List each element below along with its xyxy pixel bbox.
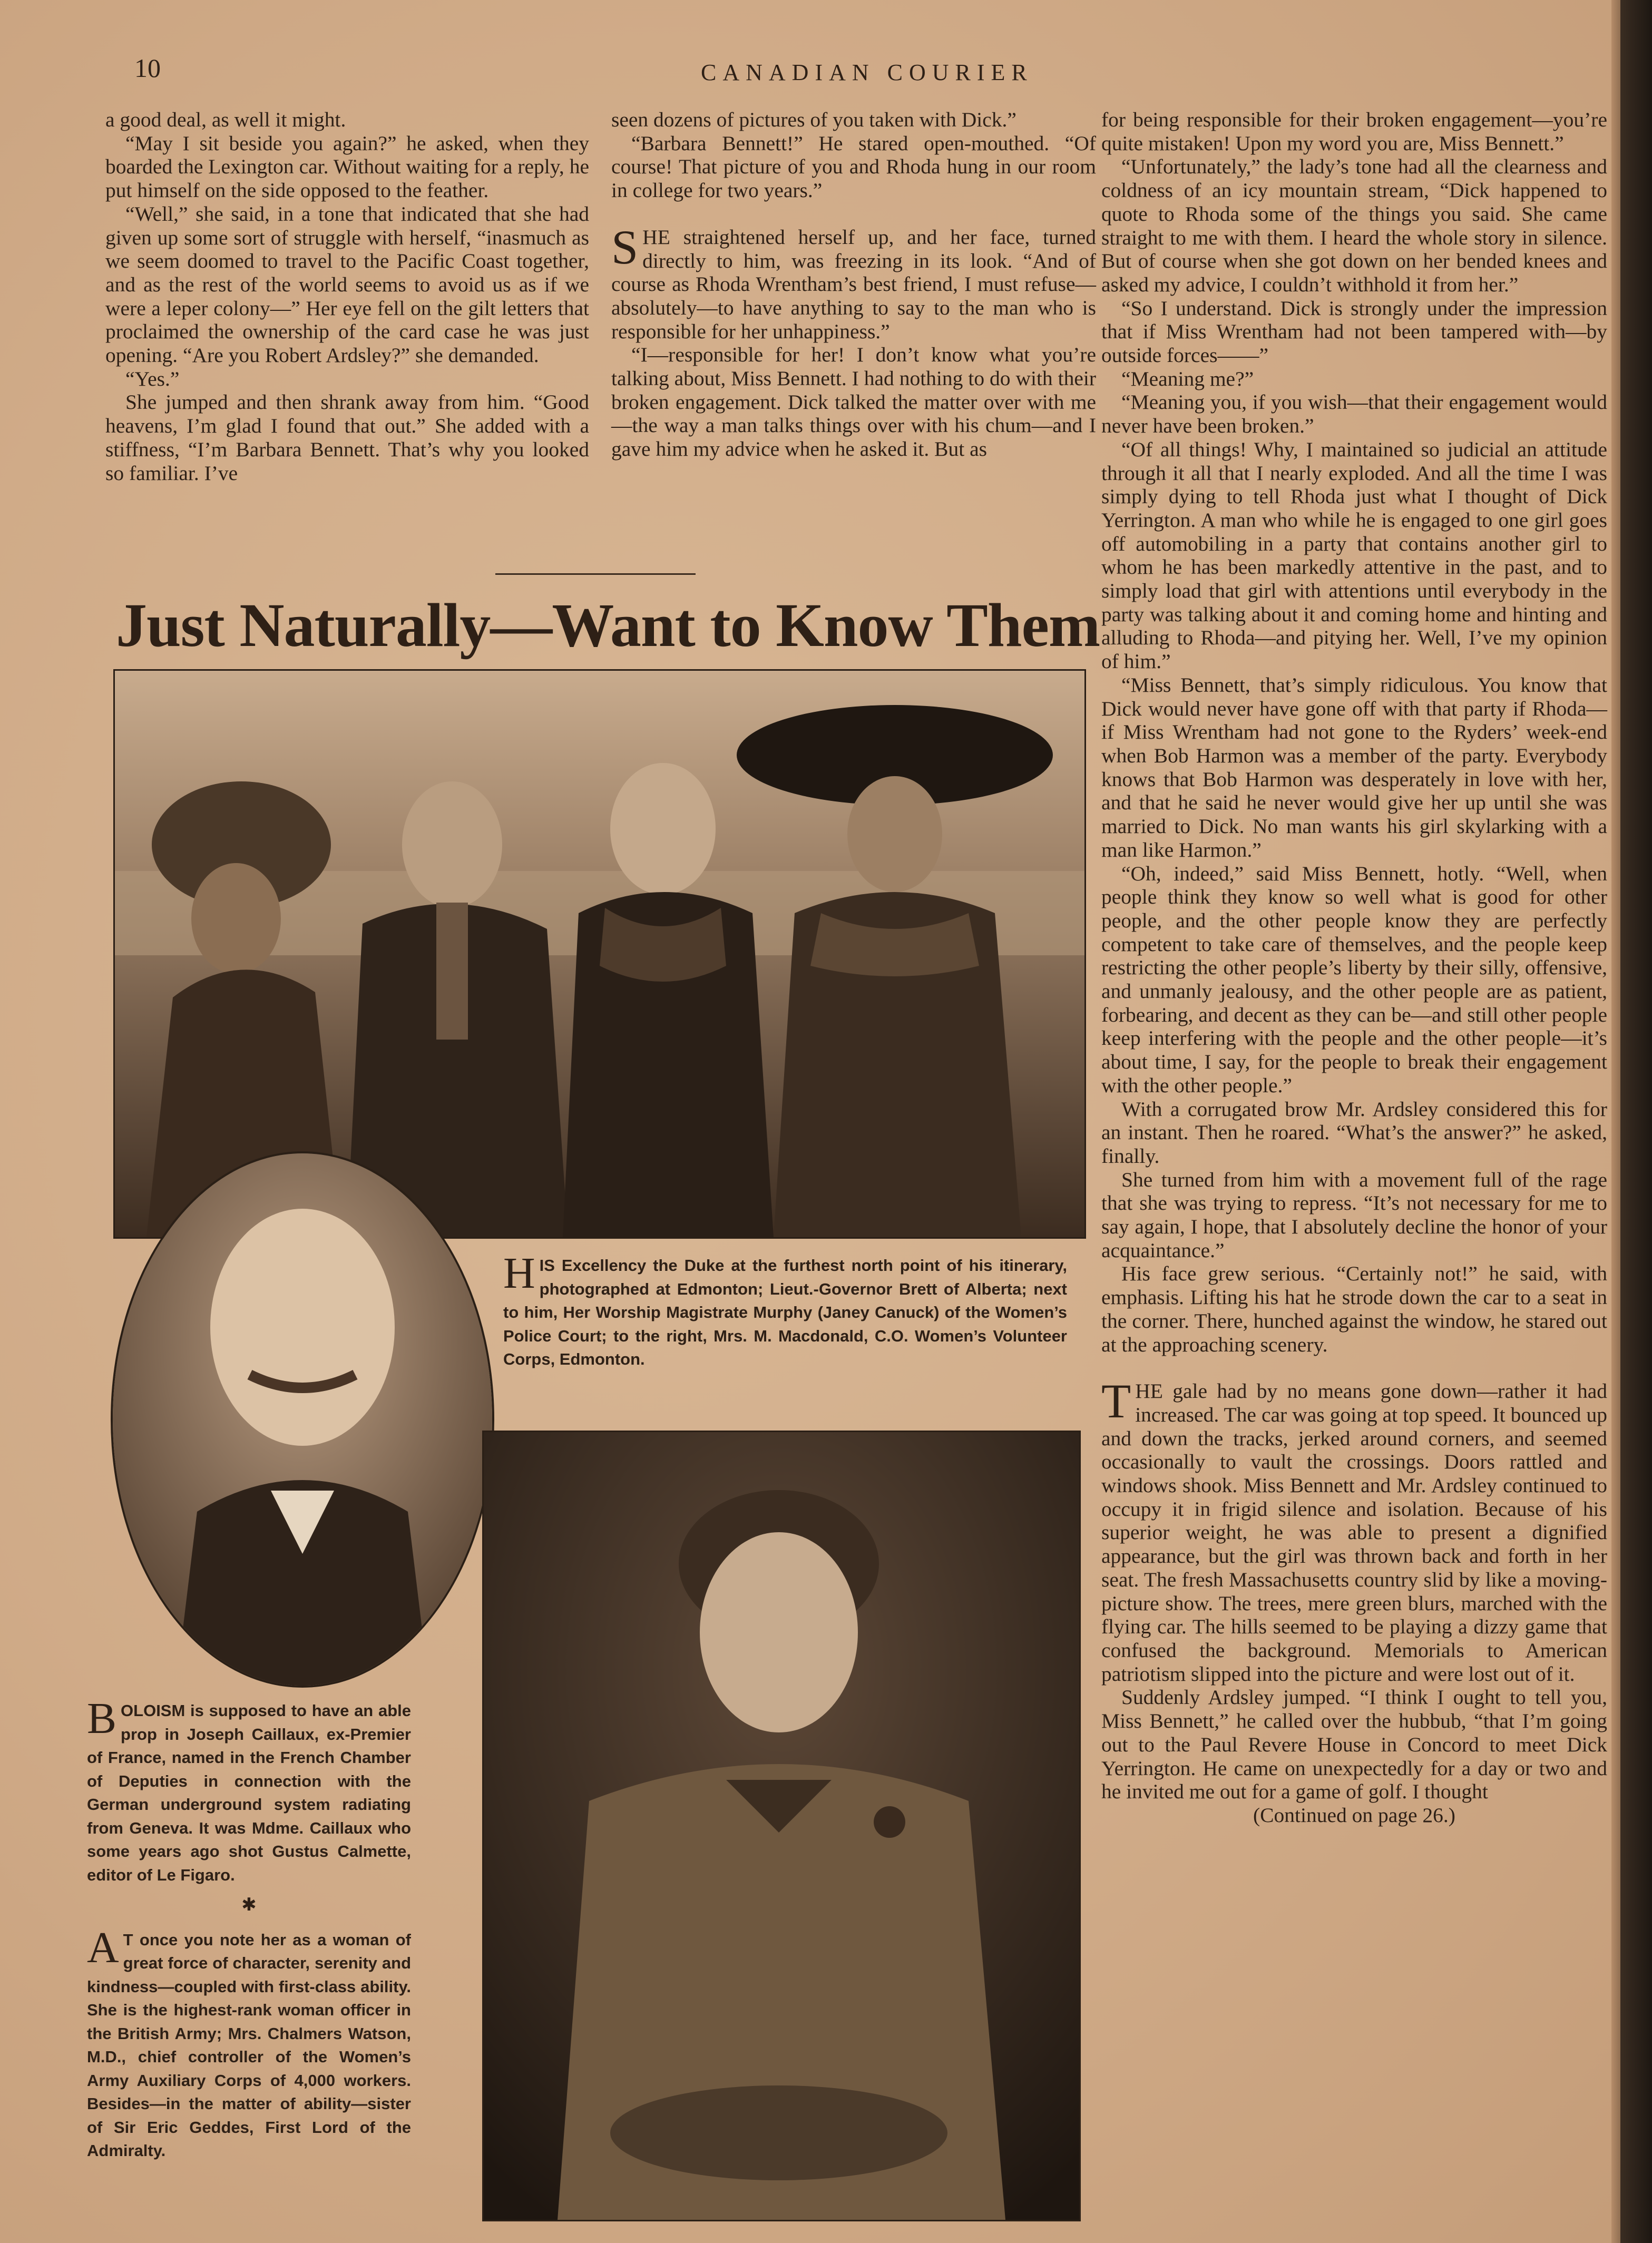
story-paragraph: “May I sit beside you again?” he asked, when they boarded the Lexington car. Without waiting for a reply, he put himself on the side opposed to the feather. [105, 131, 589, 202]
section-text: HE straightened herself up, and her face, turned directly to him, was freezing in its look. “And of course as Rhoda Wrentham’s best friend, I must refuse—absolutely—to have anything to say to the man who is responsible for her unhappiness.” [611, 225, 1096, 343]
caption-text: T once you note her as a woman of great force of character, serenity and kindness—coupled with first-class ability. She is the highest-rank woman officer in the British Army; Mrs. Chalmers Watson, M.D., chief controller of the Women’s Army Auxiliary Corps of 4,000 workers. Besides—in the matter of ability—sister of Sir Eric Geddes, First Lord of the Admiralty. [87, 1930, 411, 2160]
drop-cap: H [503, 1249, 535, 1298]
story-paragraph: “Of all things! Why, I maintained so judicial an attitude through it all that I nearly exploded. And all the time I was simply dying to tell Rhoda just what I thought of Dick Yerrington. A man who while he is engaged to one girl goes off automobiling in a party that contains another girl to whom he has been markedly attentive in the past, and to simply load that girl with attentions until everybody in the party was talking about it and coming home and hinting and alluding to Rhoda—and pitying her. Well, I’ve my opinion of him.” [1101, 437, 1607, 673]
section-paragraph [611, 220, 1096, 344]
story-column-2 [611, 108, 1096, 461]
story-paragraph: His face grew serious. “Certainly not!” he said, with emphasis. Lifting his hat he strode down the car to a seat in the corner. There, hunched against the window, he stared out at the approaching scenery. [1101, 1262, 1607, 1356]
story-paragraph: She turned from him with a movement full of the rage that she was trying to repress. “It’s not necessary for me to say again, I hope, that I absolutely decline the honor of your acquaintance.” [1101, 1168, 1607, 1262]
caption-column-left [87, 1694, 411, 2163]
story-paragraph: “So I understand. Dick is strongly under the impression that if Miss Wrentham had not been tampered with—by outside forces——” [1101, 296, 1607, 367]
caption-text: OLOISM is supposed to have an able prop in Joseph Caillaux, ex-Premier of France, named in the French Chamber of Deputies in connection with the German underground system radiating from Geneva. It was Mdme. Caillaux who some years ago shot Gustus Calmette, editor of Le Figaro. [87, 1701, 411, 1884]
story-paragraph: “Miss Bennett, that’s simply ridiculous. You know that Dick would never have gone off with that party if Rhoda—if Miss Wrentham had not gone to the Ryders’ week-end when Bob Harmon was a member of the party. Everybody knows that Bob Harmon was desperately in love with her, and that he said he never would give her up until she was married to Dick. No man wants his girl skylarking with a man like Harmon.” [1101, 673, 1607, 861]
story-paragraph: “Unfortunately,” the lady’s tone had all the clearness and coldness of an icy mountain stream, “Dick happened to quote to Rhoda some of the things you said. She came straight to me with them. I heard the whole story in silence. But of course when she got down on her bended knees and asked my advice, I couldn’t withhold it from her.” [1101, 155, 1607, 296]
drop-cap: T [1101, 1374, 1131, 1428]
story-paragraph: Suddenly Ardsley jumped. “I think I ought to tell you, Miss Bennett,” he called over the hubbub, “that I’m going out to the Paul Revere House in Concord to meet Dick Yerrington. He came on unexpectedly for a day or two and he invited me out for a game of golf. I thought [1101, 1686, 1607, 1804]
woman-portrait-photo [482, 1431, 1081, 2221]
story-paragraph: With a corrugated brow Mr. Ardsley considered this for an instant. Then he roared. “What’s the answer?” he asked, finally. [1101, 1097, 1607, 1168]
story-paragraph: “Oh, indeed,” said Miss Bennett, hotly. “Well, when people think they know so well what is good for other people, and the other people know they are perfectly competent to take care of themselves, and the people keep restricting the other people’s liberty by their silly, offensive, and unmanly jealousy, and the other people are as patient, forbearing, and decent as they can be—and still other people keep interfering with the people and the other people—it’s about time, I say, for the people to break their engagement with the other people.” [1101, 861, 1607, 1097]
story-paragraph: seen dozens of pictures of you taken with Dick.” [611, 108, 1016, 131]
drop-cap: A [87, 1923, 119, 1972]
story-paragraph: She jumped and then shrank away from him. “Good heavens, I’m glad I found that out.” She added with a stiffness, “I’m Barbara Bennett. That’s why you looked so familiar. I’ve [105, 390, 589, 485]
running-head: CANADIAN COURIER [701, 60, 1033, 85]
continued-note: (Continued on page 26.) [1253, 1803, 1455, 1827]
caption-boloism [87, 1694, 411, 1887]
story-paragraph: “I—responsible for her! I don’t know what you’re talking about, Miss Bennett. I had nothing to do with their broken engagement. Dick talked the matter over with me—the way a man talks things over with his chum—and I gave him my advice when he asked it. But as [611, 343, 1096, 461]
story-paragraph: “Barbara Bennett!” He stared open-mouthed. “Of course! That picture of you and Rhoda hung in our room in college for two years.” [611, 131, 1096, 202]
caption-separator: ✱ [241, 1895, 257, 1915]
headline-rule [495, 573, 696, 575]
group-photo [113, 669, 1086, 1239]
story-paragraph: “Well,” she said, in a tone that indicated that she had given up some sort of struggle with herself, “inasmuch as we seem doomed to travel to the Pacific Coast together, and as the rest of the world seems to avoid us as if we were a leper colony—” Her eye fell on the gilt letters that proclaimed the ownership of the card case he was just opening. “Are you Robert Ardsley?” she demanded. [105, 202, 589, 367]
section-paragraph [1101, 1374, 1607, 1686]
story-paragraph: “Meaning me?” [1121, 367, 1254, 390]
caption-watson [87, 1923, 411, 2163]
caption-duke [503, 1249, 1067, 1372]
section-text: HE gale had by no means gone down—rather it had increased. The car was going at top speed. It bounced up and down the tracks, jerked around corners, and seemed occasionally to vault the crossings. Doors rattled and windows shook. Miss Bennett and Mr. Ardsley continued to occupy it in frigid silence and isolation. Because of his superior weight, he was able to present a dignified appearance, but the girl was thrown back and forth in her seat. The fresh Massachusetts country slid by like a moving-picture show. The trees, mere green blurs, marched with the flying car. The hills seemed to be playing a dizzy game that confused the background. Memorials to American patriotism slipped into the picture and were lost out of it. [1101, 1379, 1607, 1686]
drop-cap: B [87, 1694, 117, 1743]
story-column-3 [1101, 108, 1607, 1827]
story-paragraph: “Meaning you, if you wish—that their engagement would never have been broken.” [1101, 390, 1607, 438]
story-paragraph: a good deal, as well it might. [105, 108, 346, 131]
page-number: 10 [134, 53, 161, 83]
feature-headline: Just Naturally—Want to Know Them [116, 591, 1100, 660]
caption-text: IS Excellency the Duke at the furthest north point of his itinerary, photographed at Edmonton; Lieut.-Governor Brett of Alberta; next to him, Her Worship Magistrate Murphy (Janey Canuck) of the Women’s Police Court; to the right, Mrs. M. Macdonald, C.O. Women’s Volunteer Corps, Edmonton. [503, 1256, 1067, 1368]
story-paragraph: for being responsible for their broken engagement—you’re quite mistaken! Upon my word you are, Miss Bennett.” [1101, 108, 1607, 155]
drop-cap: S [611, 220, 639, 274]
story-column-1 [105, 108, 589, 485]
binding-spine [1620, 0, 1652, 2243]
oval-portrait-photo [111, 1151, 494, 1688]
story-paragraph: “Yes.” [125, 367, 180, 390]
